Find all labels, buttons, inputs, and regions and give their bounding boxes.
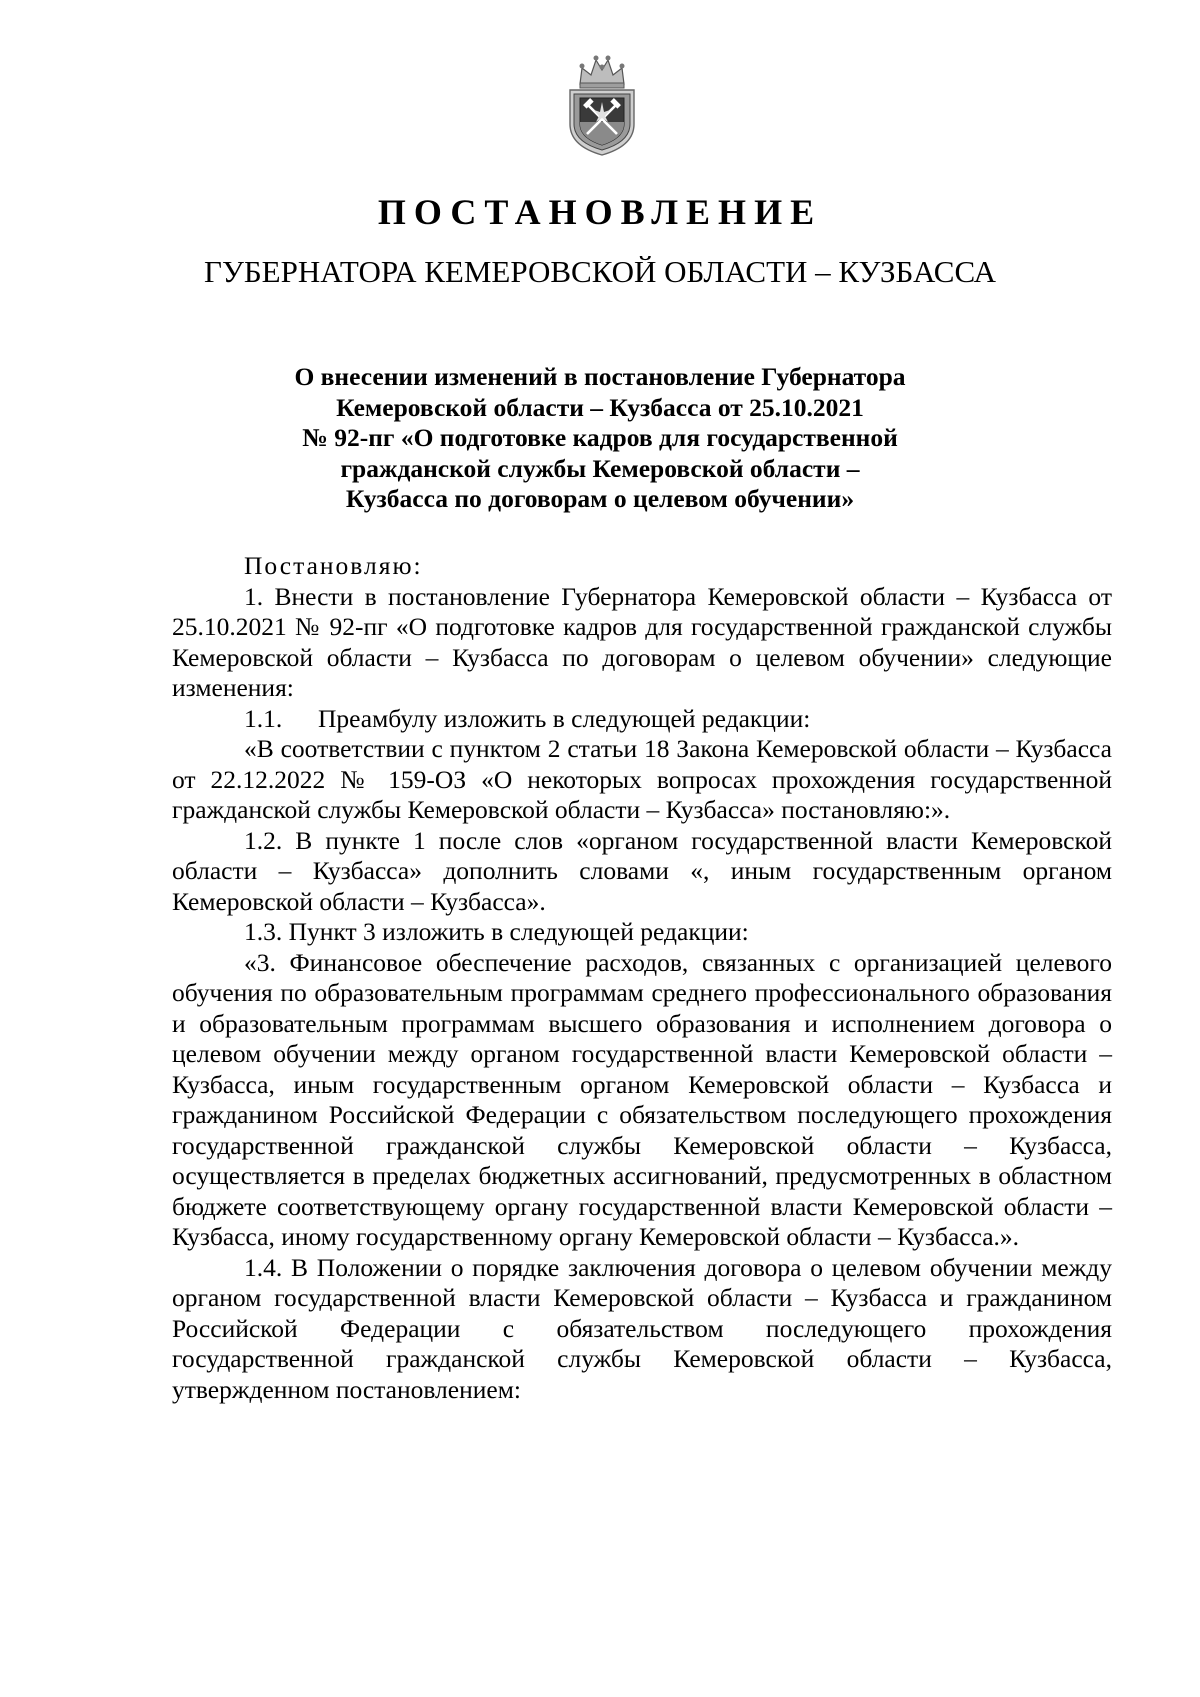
paragraph-1-1 — [172, 704, 1112, 735]
paragraph-1-3: 1.3. Пункт 3 изложить в следующей редакции: — [244, 917, 749, 946]
paragraph-number: 1.1. — [244, 703, 283, 733]
issuer-heading: ГУБЕРНАТОРА КЕМЕРОВСКОЙ ОБЛАСТИ – КУЗБАССА — [204, 254, 996, 289]
kuzbass-coat-of-arms-icon — [560, 50, 644, 158]
paragraph-text: Преамбулу изложить в следующей редакции: — [318, 703, 811, 733]
title-line: № 92-пг «О подготовке кадров для государственной — [302, 423, 898, 452]
paragraph-1-3-quote: «3. Финансовое обеспечение расходов, связанных с организацией целевого обучения по образовательным программам среднего профессионального образования и образовательным программам высшего образования и исполнением договора о целевом обучении между органом государственной власти Кемеровской области – Кузбасса, иным государственным органом Кемеровской области – Кузбасса и гражданином Российской Федерации с обязательством последующего прохождения государственной гражданской службы Кемеровской области – Кузбасса, осуществляется в пределах бюджетных ассигнований, предусмотренных в областном бюджете соответствующему органу государственной власти Кемеровской области – Кузбасса, иному государственному органу Кемеровской области – Кузбасса.». — [172, 947, 1112, 1251]
paragraph-1: 1. Внести в постановление Губернатора Кемеровской области – Кузбасса от 25.10.2021 № 92-пг «О подготовке кадров для государственной гражданской службы Кемеровской области – Кузбасса по договорам о целевом обучении» следующие изменения: — [172, 581, 1112, 702]
document-type-heading: ПОСТАНОВЛЕНИЕ — [377, 192, 823, 232]
paragraph-1-4: 1.4. В Положении о порядке заключения договора о целевом обучении между органом государственной власти Кемеровской области – Кузбасса и гражданином Российской Федерации с обязательством последующего прохождения государственной гражданской службы Кемеровской области – Кузбасса, утвержденном постановлением: — [172, 1252, 1112, 1404]
document-title — [250, 362, 950, 515]
paragraph-1-1-quote: «В соответствии с пунктом 2 статьи 18 Закона Кемеровской области – Кузбасса от 22.12.2022 № 159-ОЗ «О некоторых вопросах прохождения государственной гражданской службы Кемеровской области – Кузбасса» постановляю:». — [172, 734, 1112, 824]
title-line: Кузбасса по договорам о целевом обучении» — [345, 484, 855, 513]
title-line: Кемеровской области – Кузбасса от 25.10.2021 — [336, 392, 864, 422]
paragraph-1-2: 1.2. В пункте 1 после слов «органом государственной власти Кемеровской области – Кузбасса» дополнить словами «, иным государственным органом Кемеровской области – Кузбасса». — [172, 825, 1112, 916]
document-body — [172, 551, 1112, 1405]
title-line: гражданской службы Кемеровской области – — [340, 453, 860, 483]
title-line: О внесении изменений в постановление Губернатора — [294, 362, 906, 391]
resolution-intro: Постановляю: — [244, 551, 423, 580]
